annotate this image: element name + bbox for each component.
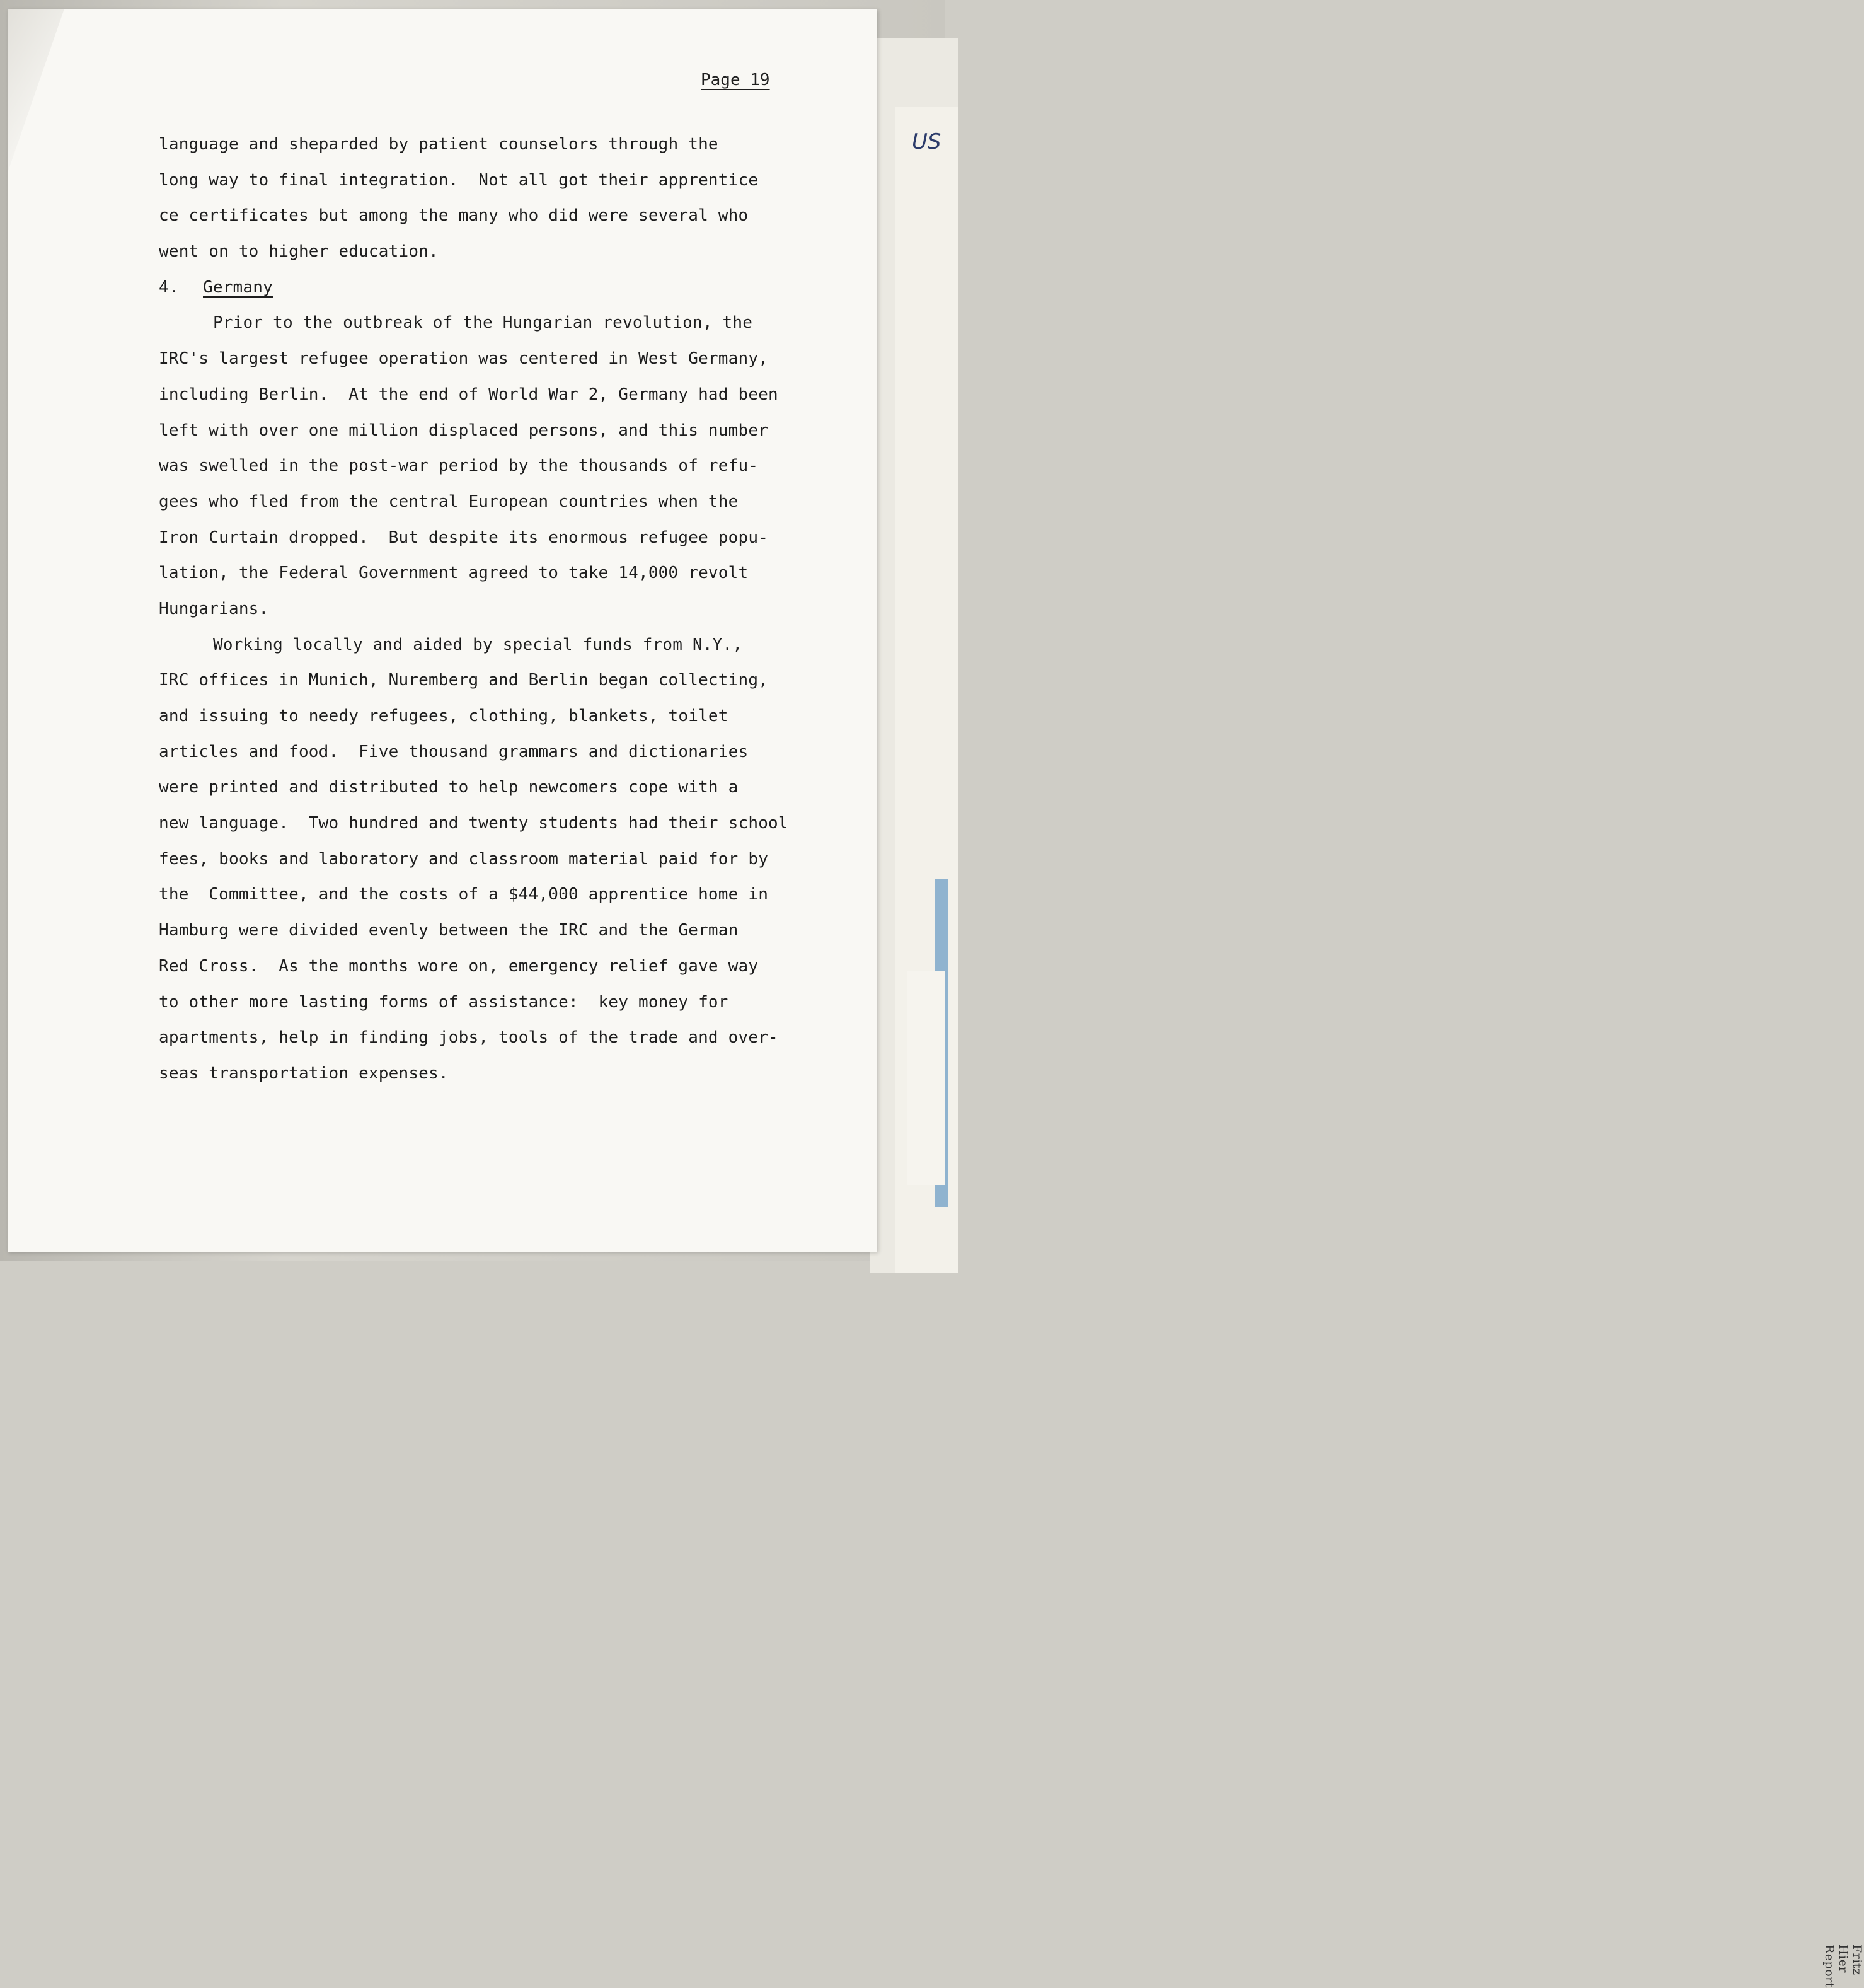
text-line: long way to final integration. Not all got their apprentice: [159, 170, 759, 190]
text-line: Hamburg were divided evenly between the IRC and the German: [159, 921, 739, 940]
text-line: Iron Curtain dropped. But despite its enormous refugee popu-: [159, 528, 769, 547]
text-line: and issuing to needy refugees, clothing, blankets, toilet: [159, 707, 728, 725]
text-line: ce certificates but among the many who did were several who: [159, 206, 749, 226]
typed-text-block: [159, 127, 865, 1092]
side-tab-label: Fritz Hier Report: [1822, 1945, 1864, 1988]
text-line: was swelled in the post-war period by the thousands of refu-: [159, 456, 759, 476]
text-line: lation, the Federal Government agreed to take 14,000 revolt: [159, 563, 749, 583]
text-line: seas transportation expenses.: [159, 1063, 449, 1083]
section-title: Germany: [203, 277, 273, 297]
text-line: fees, books and laboratory and classroom material paid for by: [159, 849, 769, 869]
page-curl: [8, 9, 64, 173]
folder-label: [907, 971, 1864, 1988]
text-line: Red Cross. As the months wore on, emergency relief gave way: [159, 956, 759, 976]
margin-handwritten-note: US: [912, 129, 941, 154]
text-line: to other more lasting forms of assistance: key money for: [159, 992, 728, 1012]
text-line: left with over one million displaced persons, and this number: [159, 420, 769, 440]
text-line: the Committee, and the costs of a $44,000 apprentice home in: [159, 885, 769, 904]
page-number: Page 19: [701, 71, 770, 90]
text-line: IRC's largest refugee operation was centered in West Germany,: [159, 349, 769, 369]
text-line: Prior to the outbreak of the Hungarian revolution, the: [213, 313, 753, 333]
text-line: new language. Two hundred and twenty students had their school: [159, 814, 788, 833]
text-line: gees who fled from the central European countries when the: [159, 492, 739, 511]
text-line: articles and food. Five thousand grammars and dictionaries: [159, 742, 749, 761]
text-line: including Berlin. At the end of World War 2, Germany had been: [159, 384, 778, 404]
text-line: apartments, help in finding jobs, tools of the trade and over-: [159, 1028, 778, 1048]
text-line: language and sheparded by patient counselors through the: [159, 135, 718, 154]
text-line: IRC offices in Munich, Nuremberg and Berlin began collecting,: [159, 671, 769, 690]
text-line: Hungarians.: [159, 599, 269, 618]
text-line: went on to higher education.: [159, 242, 439, 262]
section-number: 4.: [159, 277, 179, 297]
text-line: Working locally and aided by special funds from N.Y.,: [213, 635, 743, 654]
text-line: were printed and distributed to help newcomers cope with a: [159, 778, 739, 797]
section-heading: [159, 270, 865, 306]
